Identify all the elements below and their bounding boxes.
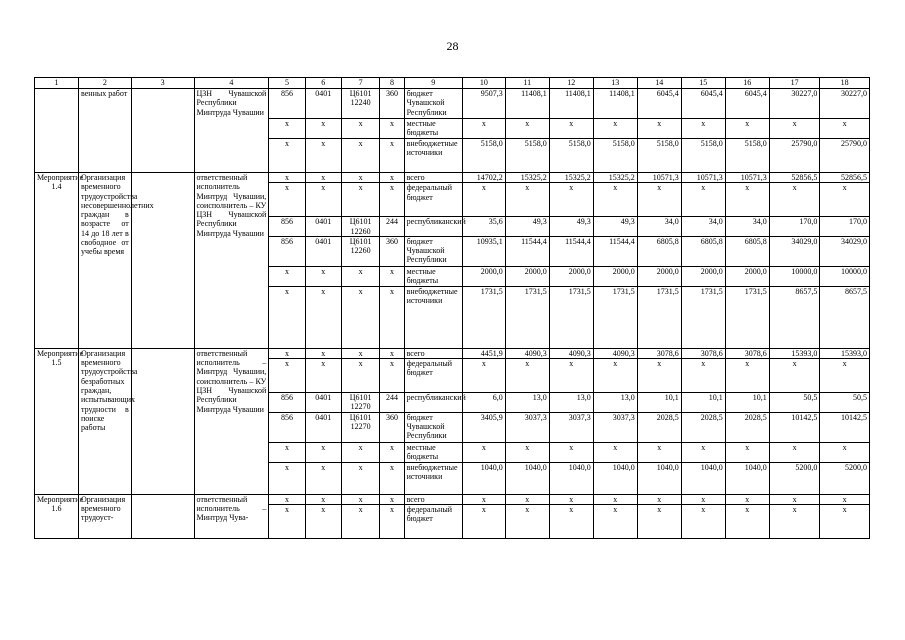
code-cell: x xyxy=(380,286,404,348)
value-cell: 34,0 xyxy=(725,217,769,237)
value-cell: 50,5 xyxy=(820,393,870,413)
value-cell: x xyxy=(769,119,820,139)
value-cell: 6805,8 xyxy=(681,236,725,266)
code-cell: x xyxy=(341,286,380,348)
column-number: 15 xyxy=(681,78,725,89)
value-cell: 170,0 xyxy=(769,217,820,237)
measure-cell: Мероприятие 1.4 xyxy=(35,173,79,349)
value-cell: x xyxy=(593,494,637,504)
value-cell: x xyxy=(769,505,820,539)
value-cell: 1040,0 xyxy=(505,462,549,494)
code-cell: x xyxy=(341,266,380,286)
value-cell: 6805,8 xyxy=(725,236,769,266)
value-cell: 11408,1 xyxy=(549,89,593,119)
executor-cell: ответственный исполнитель Минтруд Чувашии, соисполнитель – КУ ЦЗН Чувашской Республики Минтруда Чувашии xyxy=(194,173,269,349)
value-cell: x xyxy=(681,183,725,217)
value-cell: 11408,1 xyxy=(505,89,549,119)
code-cell: 856 xyxy=(269,89,305,119)
table-row xyxy=(35,348,870,358)
code-cell: Ц6101 12240 xyxy=(341,89,380,119)
column-number: 10 xyxy=(462,78,505,89)
value-cell: x xyxy=(820,119,870,139)
empty-cell xyxy=(131,89,194,173)
value-cell: 1040,0 xyxy=(593,462,637,494)
column-number: 5 xyxy=(269,78,305,89)
code-cell: x xyxy=(380,494,404,504)
code-cell: Ц6101 12270 xyxy=(341,393,380,413)
measure-cell: Мероприятие 1.5 xyxy=(35,348,79,494)
value-cell: 15325,2 xyxy=(549,173,593,183)
source-cell: местные бюджеты xyxy=(404,119,462,139)
value-cell: 5200,0 xyxy=(769,462,820,494)
column-number: 17 xyxy=(769,78,820,89)
code-cell: 244 xyxy=(380,393,404,413)
source-cell: внебюджетные источники xyxy=(404,286,462,348)
value-cell: x xyxy=(462,442,505,462)
value-cell: x xyxy=(637,442,681,462)
source-cell: республиканский xyxy=(404,217,462,237)
value-cell: x xyxy=(593,505,637,539)
value-cell: 6045,4 xyxy=(725,89,769,119)
value-cell: 15393,0 xyxy=(820,348,870,358)
column-number: 4 xyxy=(194,78,269,89)
code-cell: 360 xyxy=(380,89,404,119)
value-cell: 5158,0 xyxy=(681,139,725,173)
code-cell: x xyxy=(380,462,404,494)
column-number: 11 xyxy=(505,78,549,89)
value-cell: 4090,3 xyxy=(549,348,593,358)
value-cell: 34,0 xyxy=(681,217,725,237)
value-cell: 13,0 xyxy=(593,393,637,413)
budget-table xyxy=(34,77,870,539)
value-cell: 1040,0 xyxy=(462,462,505,494)
value-cell: 1731,5 xyxy=(549,286,593,348)
value-cell: 10571,3 xyxy=(725,173,769,183)
value-cell: x xyxy=(769,183,820,217)
value-cell: 8657,5 xyxy=(769,286,820,348)
value-cell: 2000,0 xyxy=(593,266,637,286)
value-cell: 52856,5 xyxy=(769,173,820,183)
value-cell: 3078,6 xyxy=(725,348,769,358)
value-cell: 2028,5 xyxy=(637,412,681,442)
page-number: 28 xyxy=(446,39,459,53)
source-cell: внебюджетные источники xyxy=(404,462,462,494)
column-number: 16 xyxy=(725,78,769,89)
code-cell: x xyxy=(269,139,305,173)
value-cell: 34,0 xyxy=(637,217,681,237)
value-cell: x xyxy=(593,183,637,217)
code-cell: x xyxy=(305,266,341,286)
code-cell: 360 xyxy=(380,412,404,442)
value-cell: x xyxy=(505,119,549,139)
value-cell: 25790,0 xyxy=(820,139,870,173)
code-cell: x xyxy=(305,173,341,183)
column-number-row xyxy=(35,78,870,89)
code-cell: x xyxy=(341,119,380,139)
code-cell: x xyxy=(269,442,305,462)
code-cell: x xyxy=(341,139,380,173)
value-cell: 10935,1 xyxy=(462,236,505,266)
code-cell: x xyxy=(341,462,380,494)
source-cell: местные бюджеты xyxy=(404,442,462,462)
value-cell: x xyxy=(725,494,769,504)
value-cell: 5158,0 xyxy=(462,139,505,173)
value-cell: 3078,6 xyxy=(637,348,681,358)
column-number: 18 xyxy=(820,78,870,89)
value-cell: 3037,3 xyxy=(505,412,549,442)
value-cell: 10,1 xyxy=(725,393,769,413)
value-cell: 170,0 xyxy=(820,217,870,237)
source-cell: всего xyxy=(404,348,462,358)
empty-cell xyxy=(131,173,194,349)
value-cell: 10571,3 xyxy=(637,173,681,183)
code-cell: x xyxy=(305,348,341,358)
value-cell: 1040,0 xyxy=(681,462,725,494)
code-cell: 0401 xyxy=(305,412,341,442)
value-cell: 14702,2 xyxy=(462,173,505,183)
code-cell: 0401 xyxy=(305,217,341,237)
source-cell: федеральный бюджет xyxy=(404,359,462,393)
code-cell: x xyxy=(341,442,380,462)
value-cell: 1731,5 xyxy=(505,286,549,348)
code-cell: 856 xyxy=(269,393,305,413)
value-cell: x xyxy=(462,505,505,539)
value-cell: 25790,0 xyxy=(769,139,820,173)
value-cell: 1040,0 xyxy=(637,462,681,494)
value-cell: 1731,5 xyxy=(681,286,725,348)
code-cell: x xyxy=(269,348,305,358)
value-cell: 15325,2 xyxy=(505,173,549,183)
code-cell: x xyxy=(305,505,341,539)
code-cell: x xyxy=(341,359,380,393)
value-cell: x xyxy=(549,505,593,539)
code-cell: x xyxy=(380,505,404,539)
code-cell: x xyxy=(341,183,380,217)
value-cell: 2000,0 xyxy=(725,266,769,286)
value-cell: 4451,9 xyxy=(462,348,505,358)
value-cell: x xyxy=(637,183,681,217)
value-cell: x xyxy=(769,442,820,462)
code-cell: x xyxy=(380,348,404,358)
value-cell: x xyxy=(681,442,725,462)
source-cell: всего xyxy=(404,173,462,183)
value-cell: x xyxy=(505,442,549,462)
measure-cell: Мероприятие 1.6 xyxy=(35,494,79,538)
code-cell: 0401 xyxy=(305,236,341,266)
value-cell: x xyxy=(462,183,505,217)
code-cell: x xyxy=(380,266,404,286)
source-cell: федеральный бюджет xyxy=(404,183,462,217)
value-cell: 2000,0 xyxy=(637,266,681,286)
code-cell: x xyxy=(269,462,305,494)
value-cell: 5158,0 xyxy=(549,139,593,173)
table-row xyxy=(35,494,870,504)
code-cell: x xyxy=(380,119,404,139)
code-cell: x xyxy=(380,442,404,462)
code-cell: x xyxy=(305,462,341,494)
code-cell: Ц6101 12260 xyxy=(341,236,380,266)
code-cell: Ц6101 12270 xyxy=(341,412,380,442)
value-cell: 13,0 xyxy=(549,393,593,413)
value-cell: x xyxy=(549,119,593,139)
code-cell: 0401 xyxy=(305,89,341,119)
value-cell: 4090,3 xyxy=(505,348,549,358)
value-cell: 3037,3 xyxy=(593,412,637,442)
value-cell: 3037,3 xyxy=(549,412,593,442)
code-cell: x xyxy=(305,286,341,348)
code-cell: 856 xyxy=(269,217,305,237)
table-row xyxy=(35,173,870,183)
value-cell: x xyxy=(820,359,870,393)
value-cell: x xyxy=(725,119,769,139)
column-number: 2 xyxy=(79,78,132,89)
value-cell: 1731,5 xyxy=(593,286,637,348)
value-cell: x xyxy=(593,442,637,462)
value-cell: x xyxy=(549,183,593,217)
value-cell: 49,3 xyxy=(593,217,637,237)
value-cell: 2000,0 xyxy=(505,266,549,286)
executor-cell: ответственный исполнитель – Минтруд Чува- xyxy=(194,494,269,538)
value-cell: 1040,0 xyxy=(549,462,593,494)
value-cell: 10142,5 xyxy=(820,412,870,442)
value-cell: x xyxy=(549,494,593,504)
value-cell: 15325,2 xyxy=(593,173,637,183)
value-cell: 50,5 xyxy=(769,393,820,413)
value-cell: x xyxy=(637,494,681,504)
value-cell: 10,1 xyxy=(681,393,725,413)
value-cell: x xyxy=(505,183,549,217)
value-cell: 8657,5 xyxy=(820,286,870,348)
code-cell: x xyxy=(269,286,305,348)
value-cell: 49,3 xyxy=(505,217,549,237)
value-cell: x xyxy=(637,505,681,539)
column-number: 14 xyxy=(637,78,681,89)
code-cell: x xyxy=(305,119,341,139)
column-number: 12 xyxy=(549,78,593,89)
code-cell: x xyxy=(269,119,305,139)
value-cell: 52856,5 xyxy=(820,173,870,183)
empty-cell xyxy=(131,494,194,538)
value-cell: x xyxy=(725,442,769,462)
source-cell: бюджет Чувашской Республики xyxy=(404,412,462,442)
code-cell: x xyxy=(380,173,404,183)
source-cell: внебюджетные источники xyxy=(404,139,462,173)
code-cell: x xyxy=(380,183,404,217)
value-cell: 34029,0 xyxy=(769,236,820,266)
value-cell: 3078,6 xyxy=(681,348,725,358)
column-number: 9 xyxy=(404,78,462,89)
value-cell: x xyxy=(681,505,725,539)
value-cell: x xyxy=(462,359,505,393)
value-cell: 6805,8 xyxy=(637,236,681,266)
code-cell: x xyxy=(305,139,341,173)
value-cell: x xyxy=(637,119,681,139)
value-cell: 13,0 xyxy=(505,393,549,413)
value-cell: 35,6 xyxy=(462,217,505,237)
code-cell: x xyxy=(341,505,380,539)
source-cell: бюджет Чувашской Республики xyxy=(404,89,462,119)
measure-name-cell: венных работ xyxy=(79,89,132,173)
code-cell: x xyxy=(305,442,341,462)
value-cell: 11544,4 xyxy=(593,236,637,266)
code-cell: x xyxy=(341,173,380,183)
source-cell: всего xyxy=(404,494,462,504)
value-cell: 34029,0 xyxy=(820,236,870,266)
code-cell: x xyxy=(341,348,380,358)
code-cell: x xyxy=(305,359,341,393)
code-cell: x xyxy=(269,359,305,393)
value-cell: x xyxy=(681,359,725,393)
value-cell: x xyxy=(725,505,769,539)
value-cell: 2028,5 xyxy=(681,412,725,442)
value-cell: 2000,0 xyxy=(549,266,593,286)
column-number: 7 xyxy=(341,78,380,89)
source-cell: республиканский xyxy=(404,393,462,413)
value-cell: 5158,0 xyxy=(725,139,769,173)
value-cell: 5200,0 xyxy=(820,462,870,494)
code-cell: x xyxy=(341,494,380,504)
value-cell: x xyxy=(725,359,769,393)
code-cell: 360 xyxy=(380,236,404,266)
measure-name-cell: Организация временного трудоустройства безработных граждан, испытывающих трудности в поиске работы xyxy=(79,348,132,494)
value-cell: 15393,0 xyxy=(769,348,820,358)
value-cell: 3405,9 xyxy=(462,412,505,442)
value-cell: x xyxy=(820,442,870,462)
value-cell: 30227,0 xyxy=(769,89,820,119)
value-cell: 10000,0 xyxy=(769,266,820,286)
value-cell: x xyxy=(820,505,870,539)
value-cell: x xyxy=(549,442,593,462)
value-cell: 2000,0 xyxy=(462,266,505,286)
column-number: 1 xyxy=(35,78,79,89)
code-cell: x xyxy=(380,359,404,393)
value-cell: 11544,4 xyxy=(505,236,549,266)
value-cell: 1731,5 xyxy=(462,286,505,348)
code-cell: x xyxy=(269,183,305,217)
source-cell: бюджет Чувашской Республики xyxy=(404,236,462,266)
value-cell: x xyxy=(681,494,725,504)
source-cell: местные бюджеты xyxy=(404,266,462,286)
executor-cell: ЦЗН Чувашской Республики Минтруда Чувашии xyxy=(194,89,269,173)
code-cell: 856 xyxy=(269,236,305,266)
value-cell: x xyxy=(769,494,820,504)
value-cell: 11408,1 xyxy=(593,89,637,119)
value-cell: 2028,5 xyxy=(725,412,769,442)
value-cell: x xyxy=(593,119,637,139)
column-number: 3 xyxy=(131,78,194,89)
value-cell: 6,0 xyxy=(462,393,505,413)
empty-cell xyxy=(131,348,194,494)
value-cell: 5158,0 xyxy=(593,139,637,173)
code-cell: 244 xyxy=(380,217,404,237)
value-cell: 1731,5 xyxy=(725,286,769,348)
table-row xyxy=(35,89,870,119)
code-cell: 0401 xyxy=(305,393,341,413)
value-cell: 9507,3 xyxy=(462,89,505,119)
value-cell: 10,1 xyxy=(637,393,681,413)
value-cell: 6045,4 xyxy=(637,89,681,119)
code-cell: x xyxy=(269,505,305,539)
value-cell: x xyxy=(820,183,870,217)
code-cell: 856 xyxy=(269,412,305,442)
value-cell: x xyxy=(505,494,549,504)
code-cell: x xyxy=(305,183,341,217)
code-cell: x xyxy=(269,266,305,286)
value-cell: x xyxy=(769,359,820,393)
value-cell: x xyxy=(505,359,549,393)
source-cell: федеральный бюджет xyxy=(404,505,462,539)
value-cell: 30227,0 xyxy=(820,89,870,119)
value-cell: 6045,4 xyxy=(681,89,725,119)
column-number: 6 xyxy=(305,78,341,89)
value-cell: 49,3 xyxy=(549,217,593,237)
value-cell: x xyxy=(681,119,725,139)
code-cell: Ц6101 12260 xyxy=(341,217,380,237)
value-cell: 10571,3 xyxy=(681,173,725,183)
value-cell: x xyxy=(725,183,769,217)
value-cell: x xyxy=(593,359,637,393)
measure-name-cell: Организация временного трудоуст- xyxy=(79,494,132,538)
value-cell: x xyxy=(505,505,549,539)
value-cell: 10000,0 xyxy=(820,266,870,286)
value-cell: 11544,4 xyxy=(549,236,593,266)
code-cell: x xyxy=(305,494,341,504)
value-cell: x xyxy=(549,359,593,393)
column-number: 8 xyxy=(380,78,404,89)
measure-cell xyxy=(35,89,79,173)
executor-cell: ответственный исполнитель – Минтруд Чувашии, соисполнитель – КУ ЦЗН Чувашской Республики Минтруда Чувашии xyxy=(194,348,269,494)
value-cell: 4090,3 xyxy=(593,348,637,358)
value-cell: x xyxy=(462,494,505,504)
value-cell: 10142,5 xyxy=(769,412,820,442)
value-cell: 5158,0 xyxy=(505,139,549,173)
value-cell: x xyxy=(462,119,505,139)
code-cell: x xyxy=(269,494,305,504)
measure-name-cell: Организация временного трудоустройства несовершеннолетних граждан в возрасте от 14 до 18 лет в свободное от учебы время xyxy=(79,173,132,349)
value-cell: x xyxy=(637,359,681,393)
value-cell: x xyxy=(820,494,870,504)
value-cell: 2000,0 xyxy=(681,266,725,286)
value-cell: 1040,0 xyxy=(725,462,769,494)
value-cell: 5158,0 xyxy=(637,139,681,173)
code-cell: x xyxy=(269,173,305,183)
value-cell: 1731,5 xyxy=(637,286,681,348)
code-cell: x xyxy=(380,139,404,173)
column-number: 13 xyxy=(593,78,637,89)
